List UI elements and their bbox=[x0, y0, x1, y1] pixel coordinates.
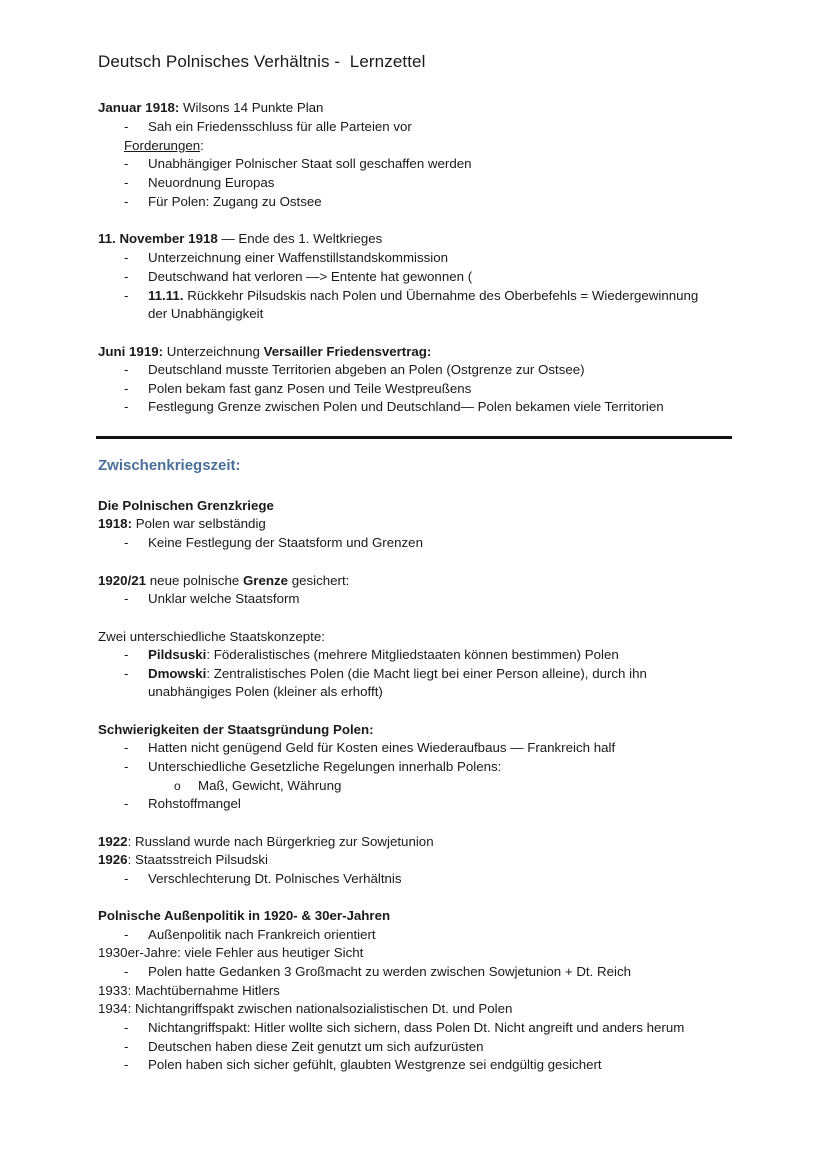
date-label: Januar 1918: bbox=[98, 100, 180, 115]
entry-1926 bbox=[98, 851, 268, 869]
heading-bold-text: Versailler Friedensvertrag: bbox=[263, 344, 432, 359]
list-item: Unterschiedliche Gesetzliche Regelungen innerhalb Polens: bbox=[148, 759, 502, 774]
heading-text: — Ende des 1. Weltkrieges bbox=[217, 231, 383, 246]
bullet-dash: - bbox=[124, 647, 129, 662]
list-item: Unklar welche Staatsform bbox=[148, 591, 300, 606]
bullet-dash: - bbox=[124, 535, 129, 550]
horizontal-divider bbox=[96, 436, 732, 439]
list-item: Deutschen haben diese Zeit genutzt um sich aufzurüsten bbox=[148, 1039, 484, 1054]
list-item: Sah ein Friedensschluss für alle Parteien vor bbox=[148, 119, 412, 134]
bullet-dash: - bbox=[124, 1020, 129, 1035]
subheading-grenzkriege: Die Polnischen Grenzkriege bbox=[98, 498, 274, 513]
bullet-dash: - bbox=[124, 156, 129, 171]
bullet-dash: - bbox=[124, 740, 129, 755]
list-item: Polen haben sich sicher gefühlt, glaubten Westgrenze sei endgültig gesichert bbox=[148, 1057, 602, 1072]
bullet-dash: - bbox=[124, 964, 129, 979]
bullet-dash: - bbox=[124, 194, 129, 209]
list-item: Neuordnung Europas bbox=[148, 175, 275, 190]
bullet-dash: - bbox=[124, 759, 129, 774]
item-text: : Zentralistisches Polen (die Macht liegt bei einer Person alleine), durch ihn bbox=[206, 666, 647, 681]
entry-1922 bbox=[98, 833, 434, 851]
underlined-text: Forderungen bbox=[124, 138, 201, 153]
bullet-dash: - bbox=[124, 399, 129, 414]
list-item: Festlegung Grenze zwischen Polen und Deutschland— Polen bekamen viele Territorien bbox=[148, 399, 664, 414]
list-item bbox=[148, 646, 619, 664]
bullet-dash: - bbox=[124, 381, 129, 396]
bullet-dash: - bbox=[124, 871, 129, 886]
entry-1918 bbox=[98, 515, 266, 533]
list-item-continuation: unabhängiges Polen (kleiner als erhofft) bbox=[148, 684, 383, 699]
bullet-dash: - bbox=[124, 362, 129, 377]
list-item: Für Polen: Zugang zu Ostsee bbox=[148, 194, 322, 209]
list-item: Außenpolitik nach Frankreich orientiert bbox=[148, 927, 376, 942]
bullet-dash: - bbox=[124, 927, 129, 942]
sub-list-item: Maß, Gewicht, Währung bbox=[198, 778, 342, 793]
bullet-dash: - bbox=[124, 175, 129, 190]
bold-word: Grenze bbox=[242, 573, 289, 588]
item-text: : Föderalistisches (mehrere Mitgliedstaaten können bestimmen) Polen bbox=[206, 647, 619, 662]
colon: : bbox=[200, 138, 204, 153]
date-label: 1920/21 bbox=[98, 573, 147, 588]
entry-text: : Staatsstreich Pilsudski bbox=[127, 852, 269, 867]
list-item: Rohstoffmangel bbox=[148, 796, 241, 811]
section-november-heading bbox=[98, 230, 382, 248]
list-item: Deutschwand hat verloren —> Entente hat gewonnen ( bbox=[148, 269, 473, 284]
entry-1920 bbox=[98, 572, 349, 590]
staatskonzepte-heading: Zwei unterschiedliche Staatskonzepte: bbox=[98, 629, 325, 644]
list-item: Unabhängiger Polnischer Staat soll geschaffen werden bbox=[148, 156, 472, 171]
date-label: 1922 bbox=[98, 834, 128, 849]
bullet-dash: - bbox=[124, 269, 129, 284]
list-item: Polen bekam fast ganz Posen und Teile Westpreußens bbox=[148, 381, 472, 396]
list-item-continuation: der Unabhängigkeit bbox=[148, 306, 264, 321]
subheading-aussenpolitik: Polnische Außenpolitik in 1920- & 30er-Jahren bbox=[98, 908, 391, 923]
heading-text: Wilsons 14 Punkte Plan bbox=[179, 100, 324, 115]
bullet-dash: - bbox=[124, 666, 129, 681]
list-item: Nichtangriffspakt: Hitler wollte sich sichern, dass Polen Dt. Nicht angreift und anders herum bbox=[148, 1020, 685, 1035]
bold-name: Pildsuski bbox=[148, 647, 207, 662]
entry-text: neue polnische bbox=[146, 573, 243, 588]
date-label: 11. November 1918 bbox=[98, 231, 218, 246]
forderungen-label bbox=[124, 137, 204, 155]
entry-1933 bbox=[98, 982, 280, 1000]
bullet-dash: - bbox=[124, 1039, 129, 1054]
date-label: 1934 bbox=[98, 1001, 128, 1016]
section-versailles-heading bbox=[98, 343, 431, 361]
bullet-dash: - bbox=[124, 591, 129, 606]
bold-name: Dmowski bbox=[148, 666, 207, 681]
list-item: Deutschland musste Territorien abgeben an Polen (Ostgrenze zur Ostsee) bbox=[148, 362, 585, 377]
entry-text: gesichert: bbox=[288, 573, 350, 588]
entry-text: : Nichtangriffspakt zwischen nationalsozialistischen Dt. und Polen bbox=[127, 1001, 513, 1016]
page-title: Deutsch Polnisches Verhältnis - Lernzettel bbox=[98, 52, 426, 71]
entry-text: : Russland wurde nach Bürgerkrieg zur Sowjetunion bbox=[127, 834, 434, 849]
section-wilson-heading bbox=[98, 99, 323, 117]
date-label: 1926 bbox=[98, 852, 128, 867]
entry-1930 bbox=[98, 944, 363, 962]
list-item: Keine Festlegung der Staatsform und Grenzen bbox=[148, 535, 423, 550]
entry-text: viele Fehler aus heutiger Sicht bbox=[180, 945, 364, 960]
list-item: Hatten nicht genügend Geld für Kosten eines Wiederaufbaus — Frankreich half bbox=[148, 740, 616, 755]
section-heading-zwischenkriegszeit: Zwischenkriegszeit: bbox=[98, 457, 241, 474]
entry-1934 bbox=[98, 1000, 512, 1018]
bullet-dash: - bbox=[124, 119, 129, 134]
bullet-circle: o bbox=[174, 779, 181, 793]
date-label: Juni 1919: bbox=[98, 344, 164, 359]
date-label: 1918: bbox=[98, 516, 133, 531]
heading-text: Unterzeichnung bbox=[163, 344, 264, 359]
list-item: Verschlechterung Dt. Polnisches Verhältnis bbox=[148, 871, 402, 886]
bullet-dash: - bbox=[124, 1057, 129, 1072]
date-label: 11.11. bbox=[148, 288, 184, 303]
entry-text: Polen war selbständig bbox=[132, 516, 266, 531]
entry-text: : Machtübernahme Hitlers bbox=[127, 983, 280, 998]
list-item: Polen hatte Gedanken 3 Großmacht zu werden zwischen Sowjetunion + Dt. Reich bbox=[148, 964, 632, 979]
bullet-dash: - bbox=[124, 250, 129, 265]
subheading-schwierigkeiten: Schwierigkeiten der Staatsgründung Polen: bbox=[98, 722, 374, 737]
date-label: 1930er-Jahre: bbox=[98, 945, 181, 960]
date-label: 1933 bbox=[98, 983, 128, 998]
list-item: Unterzeichnung einer Waffenstillstandskommission bbox=[148, 250, 449, 265]
list-item bbox=[148, 665, 647, 683]
item-text: Rückkehr Pilsudskis nach Polen und Übernahme des Oberbefehls = Wiedergewinnung bbox=[183, 288, 699, 303]
bullet-dash: - bbox=[124, 796, 129, 811]
list-item bbox=[148, 287, 698, 305]
bullet-dash: - bbox=[124, 288, 129, 303]
